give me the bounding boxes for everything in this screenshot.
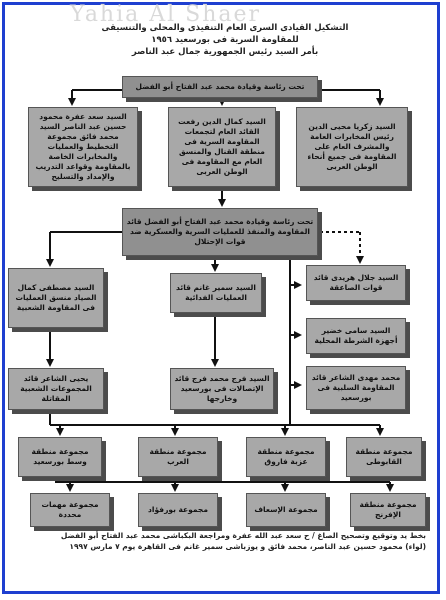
field-command-text: تحت رئاسة وقيادة محمد عبد الفتاح أبو الفضل قائد المقاومة والمنفذ للعمليات السرية والعسكرية ضد قوات الإحتلال — [126, 217, 314, 246]
heading-line-1: التشكيل القيادى السرى العام التنفيذى والمحلى والتنسيقى — [101, 23, 349, 33]
group-qaboty-text: مجموعة منطقة القابوطى — [355, 447, 413, 466]
top-command-text: تحت رئاسة وقيادة محمد عبد الفتاح أبو الفضل — [135, 82, 305, 91]
heading-line-3: بأمر السيد رئيس الجمهورية جمال عبد الناصر — [131, 47, 319, 57]
group-ambulance-box — [246, 493, 326, 527]
group-portfouad-box — [138, 493, 218, 527]
group-ezbet-farouk-text: مجموعة منطقة عزبة فاروق — [257, 447, 315, 466]
fedayeen-operations-box — [170, 273, 262, 313]
popular-resistance-coordinator-text: السيد مصطفى كمال الصياد منسق العمليات فى المقاومة الشعبية — [15, 283, 97, 312]
intelligence-director-box — [296, 107, 408, 187]
intelligence-director-text: السيد زكريا محيى الدين رئيس المخابرات العامة والمشرف العام على المقاومة فى جميع أنحاء الوطن العربى — [307, 122, 397, 171]
group-qaboty-box — [346, 437, 422, 477]
field-command-box — [122, 208, 318, 256]
planning-operations-text: السيد سعد عفرة محمود حسين عبد الناصر السيد محمد فائق مجموعة التخطيط والعمليات والمخابرات الخاصة بالمقاومة وقواعد التدريب والإمداد والتسليح — [35, 112, 131, 181]
canal-resistance-commander-text: السيد كمال الدين رفعت القائد العام لتجمعات المقاومة السرية فى منطقة القنال والمنسق العام مع المقاومة فى الوطن العربى — [178, 117, 266, 176]
watermark-text: Yahia Al Shaer — [70, 2, 262, 27]
group-special-missions-text: مجموعة مهمات محددة — [41, 500, 99, 519]
footer-note — [16, 530, 426, 552]
local-police-text: السيد سامى خضير أجهزة الشرطة المحلية — [314, 326, 398, 345]
group-special-missions-box — [30, 493, 110, 527]
footer-line-2: (لواء) محمود حسين عبد الناصر، محمد فائق و يوزباشى سمير غانم فى القاهرة يوم ٧ مارس ١٩٩٧ — [69, 542, 426, 551]
passive-resistance-box — [306, 366, 406, 410]
top-command-box — [122, 76, 318, 98]
group-central-portsaid-box — [18, 437, 102, 477]
communications-commander-box — [170, 368, 274, 410]
popular-fighting-groups-text: يحيى الشاعر قائد المجموعات الشعبية المقاتلة — [20, 374, 92, 403]
special-forces-text: السيد جلال هريدى قائد قوات الصاعقة — [313, 273, 399, 292]
group-central-portsaid-text: مجموعة منطقة وسط بورسعيد — [31, 447, 89, 466]
local-police-box — [306, 318, 406, 354]
group-ambulance-text: مجموعة الإسعاف — [254, 505, 318, 514]
group-ifrang-box — [350, 493, 426, 527]
group-portfouad-text: مجموعة بورفؤاد — [148, 505, 208, 514]
communications-commander-text: السيد فرج محمد فرج قائد الإتصالات فى بورسعيد وخارجها — [174, 374, 270, 403]
group-arab-district-text: مجموعة منطقة العرب — [149, 447, 207, 466]
group-ezbet-farouk-box — [246, 437, 326, 477]
group-arab-district-box — [138, 437, 218, 477]
heading-line-2: للمقاومة السرية فى بورسعيد ١٩٥٦ — [151, 35, 299, 45]
popular-fighting-groups-box — [8, 368, 104, 410]
fedayeen-operations-text: السيد سمير غانم قائد العمليات الفدائية — [176, 283, 256, 302]
special-forces-box — [306, 265, 406, 301]
planning-operations-box — [28, 107, 138, 187]
popular-resistance-coordinator-box — [8, 268, 104, 328]
footer-line-1: بخط يد وتوقيع وتصحيح الصاغ / ح سعد عبد الله عفرة ومراجعة البكباشى محمد عبد الفتاح أبو الفضل — [60, 531, 426, 540]
canal-resistance-commander-box — [168, 107, 276, 187]
passive-resistance-text: محمد مهدى الشاعر قائد المقاومة السلبية فى بورسعيد — [311, 373, 401, 402]
group-ifrang-text: مجموعة منطقة الإفرنج — [359, 500, 417, 519]
